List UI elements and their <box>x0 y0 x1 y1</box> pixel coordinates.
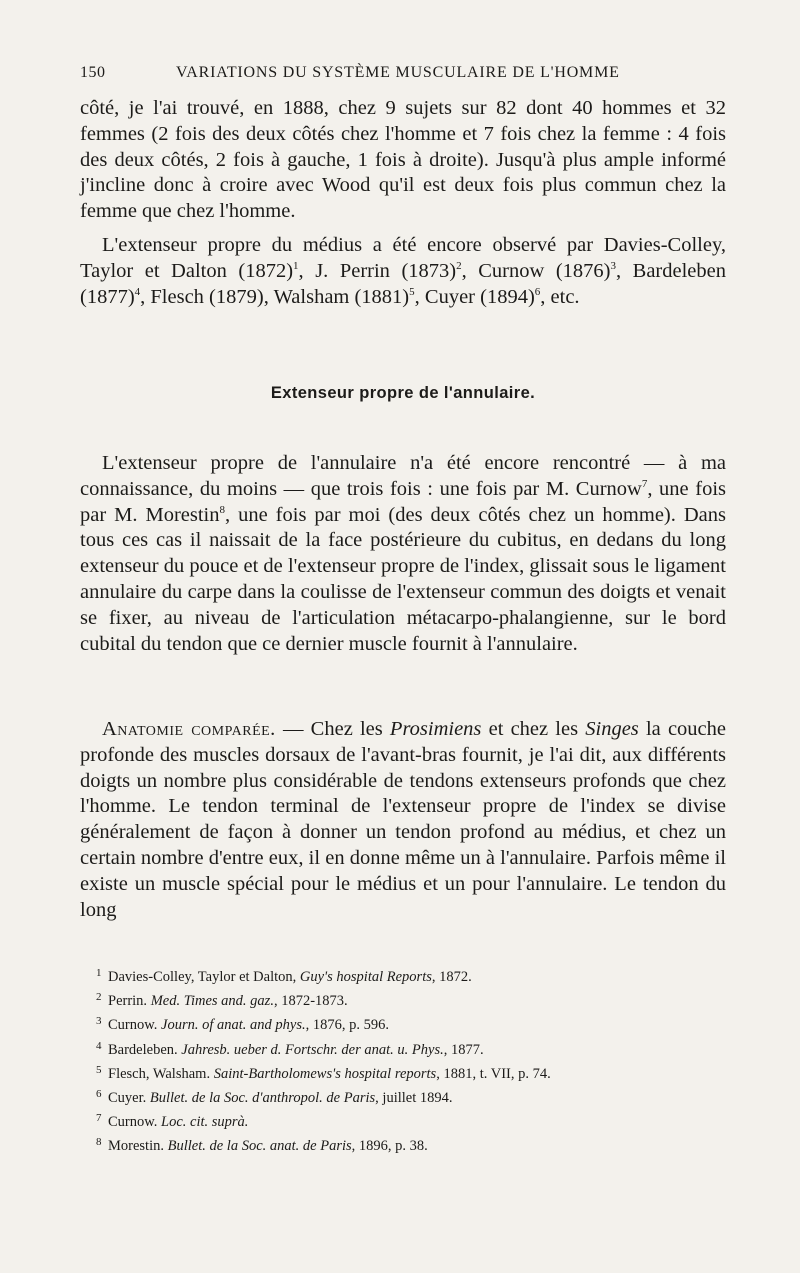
footnote-author: Curnow. <box>108 1114 162 1131</box>
running-title: VARIATIONS DU SYSTÈME MUSCULAIRE DE L'HOMME <box>176 64 620 81</box>
section-heading: Extenseur propre de l'annulaire. <box>270 384 536 402</box>
footnote-author: Curnow. <box>108 1017 162 1034</box>
paragraph-text: , une fois par M. Morestin <box>80 477 726 526</box>
paragraph-text: et chez les <box>481 718 586 740</box>
footnote: 4 Bardeleben. Jahresb. ueber d. Fortschr. der anat. u. Phys., 1877. <box>96 1039 484 1058</box>
page-number: 150 <box>80 64 106 81</box>
paragraph-3 <box>80 451 726 657</box>
footnote-author: Perrin. <box>108 993 151 1010</box>
footnote-ref: 5 <box>409 285 415 298</box>
footnote-ref: 4 <box>134 285 141 298</box>
footnote-source: Guy's hospital Reports <box>299 969 432 985</box>
footnote: 7 Curnow. Loc. cit. suprà. <box>96 1112 249 1131</box>
paragraph-1-text <box>80 96 726 225</box>
footnote-source: Loc. cit. suprà. <box>161 1114 249 1131</box>
footnote-details: , 1872. <box>431 969 472 985</box>
footnote-source: Journ. of anat. and phys. <box>161 1017 306 1034</box>
paragraph-text: L'extenseur propre de l'annulaire n'a été encore rencontré — à ma connaissance, du moins — que trois fois : une fois par M. Curnow <box>80 452 726 500</box>
paragraph-4 <box>80 717 726 923</box>
footnote-author: Cuyer. <box>108 1090 150 1107</box>
footnote-source: Bullet. de la Soc. d'anthropol. de Paris <box>149 1090 376 1107</box>
footnote-details: , 1896, p. 38. <box>351 1138 428 1155</box>
footnote-author: Davies-Colley, Taylor et Dalton, <box>108 969 300 985</box>
footnote-details: , 1881, t. VII, p. 74. <box>436 1065 551 1082</box>
footnote: 3 Curnow. Journ. of anat. and phys., 1876, p. 596. <box>96 1015 389 1034</box>
paragraph-2 <box>80 233 726 310</box>
paragraph-text: la couche profonde des muscles dorsaux de l'avant-bras fournit, je l'ai dit, aux différents doigts un nombre plus considérable de tendons extenseurs profonds que chez l'homme. Le tendon terminal de l'extenseur propre de l'index se divise généralement de façon à donner un tendon profond au médius, et chez un certain nombre d'entre eux, il en donne même un à l'annulaire. Parfois même il existe un muscle spécial pour le médius et un pour l'annulaire. Le tendon du long <box>80 718 726 921</box>
footnote: 2 Perrin. Med. Times and. gaz., 1872-1873. <box>96 991 348 1010</box>
paragraph-text: , une fois par moi (des deux côtés chez un homme). Dans tous ces cas il naissait de la face postérieure du cubitus, en dedans du long extenseur du pouce et de l'extenseur propre de l'index, glissait sous le ligament annulaire du carpe dans la coulisse de l'extenseur commun des doigts et venait se fixer, au niveau de l'articulation métacarpo-phalangienne, sur le bord cubital du tendon que ce dernier muscle fournit à l'annulaire. <box>80 503 726 655</box>
paragraph-text: , Cuyer (1894) <box>414 285 535 308</box>
footnote: 6 Cuyer. Bullet. de la Soc. d'anthropol. de Paris, juillet 1894. <box>96 1088 453 1107</box>
footnote-details: , 1876, p. 596. <box>305 1017 389 1034</box>
footnote-author: Flesch, Walsham. <box>108 1065 214 1082</box>
footnote-source: Saint-Bartholomews's hospital reports <box>213 1065 437 1082</box>
footnote-source: Bullet. de la Soc. anat. de Paris <box>167 1138 352 1155</box>
footnote-details: , 1877. <box>443 1041 484 1058</box>
paragraph-4-text <box>80 717 726 923</box>
footnote: 8 Morestin. Bullet. de la Soc. anat. de Paris, 1896, p. 38. <box>96 1136 428 1155</box>
paragraph-text: , Flesch (1879), Walsham (1881) <box>140 285 410 308</box>
footnote: 5 Flesch, Walsham. Saint-Bartholomews's hospital reports, 1881, t. VII, p. 74. <box>96 1063 551 1082</box>
footnote: 1 Davies-Colley, Taylor et Dalton, Guy's hospital Reports, 1872. <box>96 967 472 985</box>
footnote-ref: 1 <box>293 259 299 272</box>
paragraph-text: , J. Perrin (1873) <box>298 259 457 282</box>
footnote-source: Med. Times and. gaz. <box>150 993 274 1010</box>
paragraph-text: — Chez les <box>275 718 390 740</box>
footnote-author: Bardeleben. <box>108 1041 182 1058</box>
footnote-ref: 3 <box>610 259 616 272</box>
footnote-details: , juillet 1894. <box>375 1090 453 1107</box>
italic-term: Singes <box>585 718 639 740</box>
italic-term: Prosimiens <box>389 718 482 740</box>
paragraph-3-text <box>80 451 726 657</box>
footnote-source: Jahresb. ueber d. Fortschr. der anat. u. Phys. <box>181 1041 444 1058</box>
footnotes <box>96 965 736 1159</box>
paragraph-text: , Bardeleben (1877) <box>80 259 726 308</box>
footnote-ref: 2 <box>456 259 462 272</box>
footnote-ref: 6 <box>534 285 541 298</box>
running-header <box>80 64 726 88</box>
footnote-ref: 7 <box>641 477 648 490</box>
paragraph-text: côté, je l'ai trouvé, en 1888, chez 9 sujets sur 82 dont 40 hommes et 32 femmes (2 fois des deux côtés chez l'homme et 7 fois chez la femme : 4 fois des deux côtés, 2 fois à gauche, 1 fois à droite). Jusqu'à plus ample informé j'incline donc à croire avec Wood qu'il est deux fois plus commun chez la femme que chez l'homme. <box>80 97 726 223</box>
footnote-author: Morestin. <box>108 1138 168 1155</box>
footnote-ref: 8 <box>219 503 225 516</box>
paragraph-text: , Curnow (1876) <box>461 259 611 282</box>
paragraph-text: , etc. <box>540 285 580 308</box>
paragraph-2-text <box>80 233 726 310</box>
paragraph-1 <box>80 96 726 225</box>
section-label: Anatomie comparée. <box>102 718 276 740</box>
footnote-details: , 1872-1873. <box>273 993 348 1010</box>
paragraph-text: L'extenseur propre du médius a été encore observé par Davies-Colley, Taylor et Dalton (1872) <box>80 234 726 282</box>
